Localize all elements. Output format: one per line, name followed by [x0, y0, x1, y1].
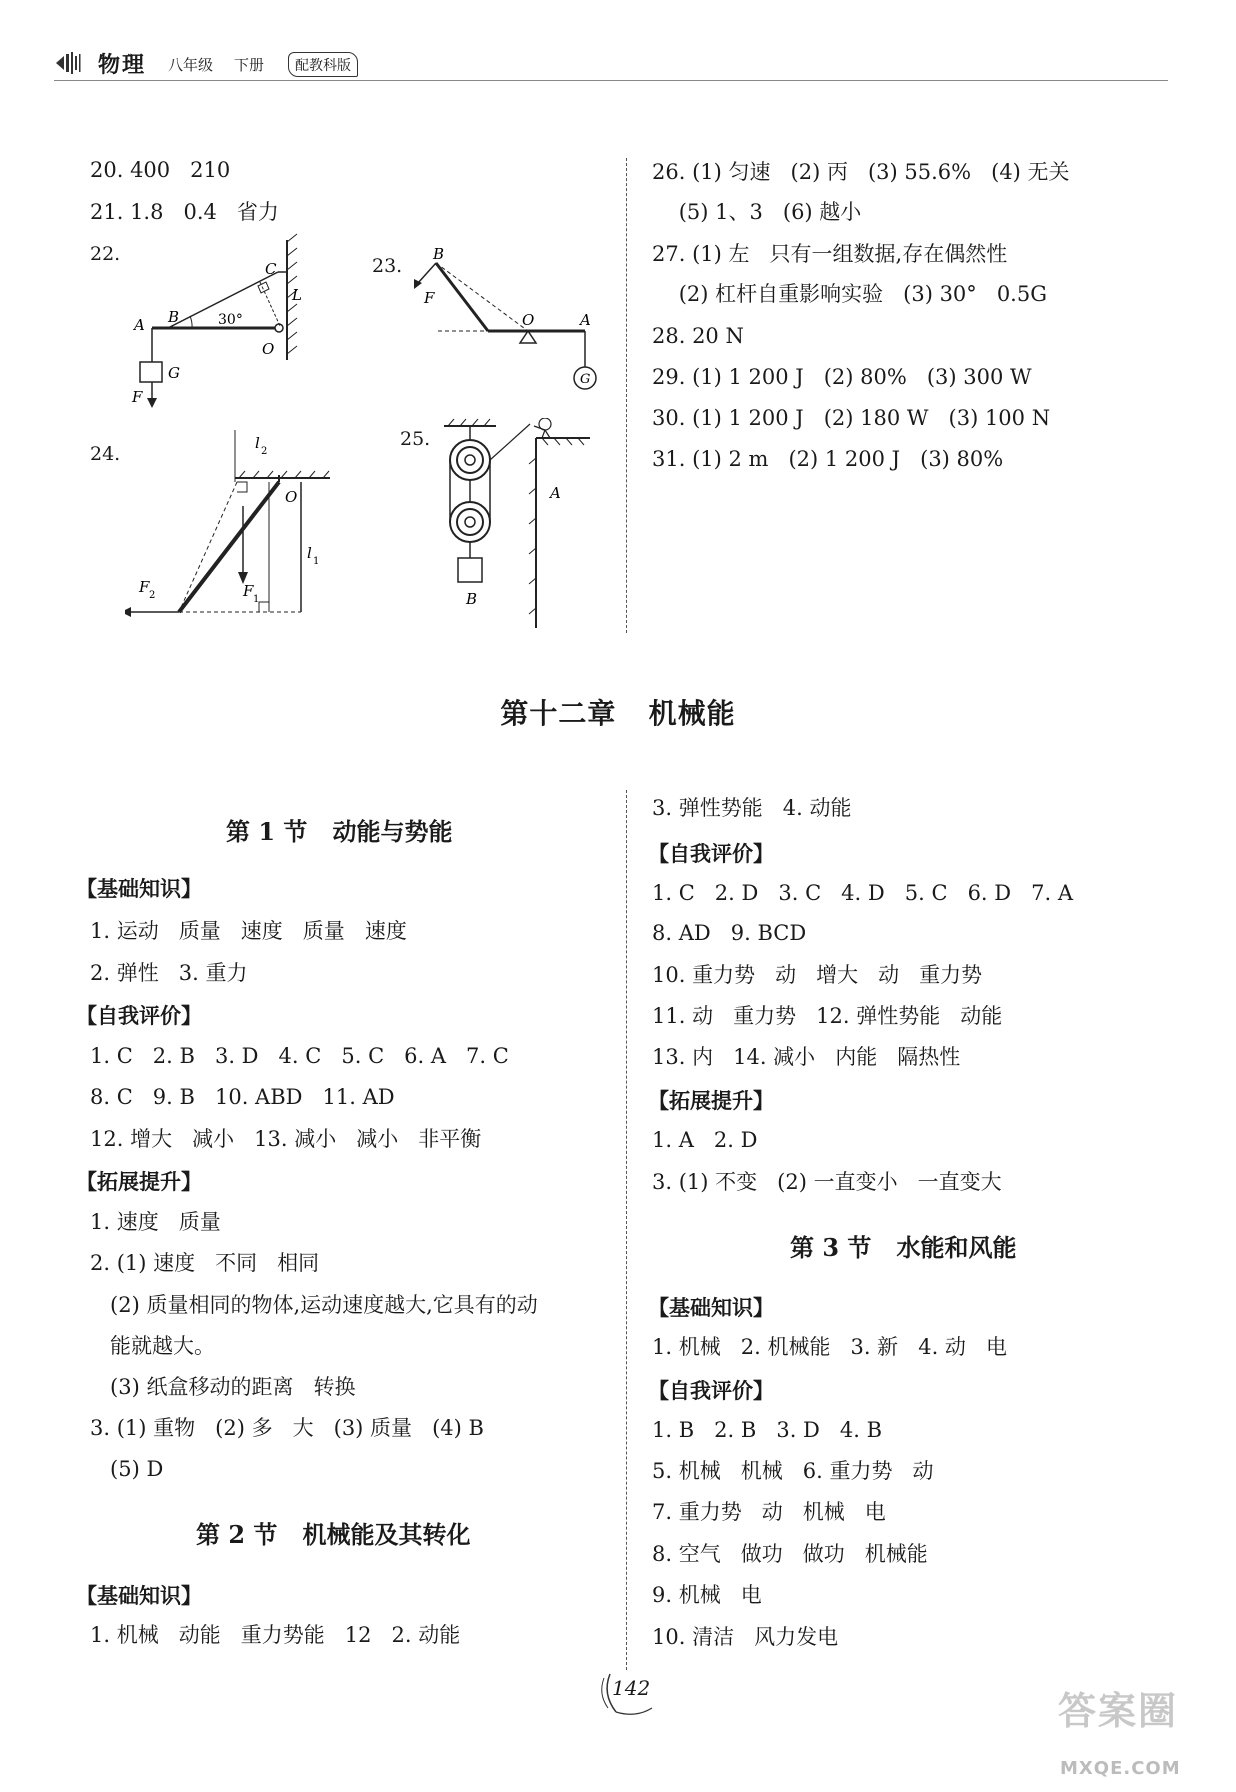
- answer-line: 8. AD 9. BCD: [652, 921, 807, 945]
- answer-line: (3) 纸盒移动的距离 转换: [90, 1375, 356, 1399]
- answer-25-label: 25.: [400, 428, 431, 450]
- label-extension: 【拓展提升】: [648, 1088, 774, 1113]
- f22-label-g: G: [168, 364, 180, 382]
- label-basic-knowledge: 【基础知识】: [76, 876, 202, 901]
- answer-line: 31. (1) 2 m (2) 1 200 J (3) 80%: [652, 447, 1004, 471]
- watermark-logo: 答案圈: [1058, 1689, 1179, 1733]
- header: [0, 0, 1236, 90]
- answer-line: 1. B 2. B 3. D 4. B: [652, 1418, 883, 1442]
- header-subject: 物理: [98, 52, 147, 78]
- f24-label-l2-sub: 2: [261, 446, 268, 457]
- answer-line: 13. 内 14. 减小 内能 隔热性: [652, 1045, 961, 1069]
- answer-line: 11. 动 重力势 12. 弹性势能 动能: [652, 1004, 1003, 1028]
- f23-label-f: F: [424, 289, 435, 307]
- answer-line: 26. (1) 匀速 (2) 丙 (3) 55.6% (4) 无关: [652, 160, 1070, 184]
- answer-23-label: 23.: [372, 255, 403, 277]
- f23-label-b: B: [433, 245, 445, 263]
- answer-line: 10. 重力势 动 增大 动 重力势: [652, 963, 983, 987]
- answer-line: (2) 质量相同的物体,运动速度越大,它具有的动: [90, 1293, 538, 1317]
- page-number: 142: [612, 1676, 651, 1700]
- watermark-url: MXQE.COM: [1060, 1758, 1181, 1779]
- top-right-answers: [652, 157, 1070, 485]
- answer-line: (5) D: [90, 1457, 164, 1481]
- f24-label-l2: l: [255, 434, 260, 452]
- answer-line: 10. 清洁 风力发电: [652, 1625, 839, 1649]
- f22-label-c: C: [265, 260, 277, 278]
- answer-line: 9. 机械 电: [652, 1583, 762, 1607]
- answer-line: 28. 20 N: [652, 324, 744, 348]
- f22-label-o: O: [262, 340, 275, 358]
- answer-line: 1. C 2. D 3. C 4. D 5. C 6. D 7. A: [652, 881, 1074, 905]
- f23-label-o: O: [522, 311, 535, 329]
- f23-label-g: G: [580, 372, 591, 387]
- answer-line: 29. (1) 1 200 J (2) 80% (3) 300 W: [652, 365, 1032, 389]
- label-extension: 【拓展提升】: [76, 1169, 202, 1194]
- label-self-evaluation: 【自我评价】: [648, 1378, 774, 1403]
- answer-24-label: 24.: [90, 443, 121, 465]
- figure-22-lever-diagram: [130, 230, 310, 410]
- f24-label-f2: F: [139, 578, 150, 596]
- answer-line: 8. C 9. B 10. ABD 11. AD: [90, 1085, 395, 1109]
- answer-line: 3. (1) 不变 (2) 一直变小 一直变大: [652, 1170, 1002, 1194]
- answer-21: 21. 1.8 0.4 省力: [90, 200, 279, 224]
- f24-label-o: O: [285, 488, 298, 506]
- answer-22-label: 22.: [90, 243, 121, 265]
- f24-label-l1: l: [307, 544, 312, 562]
- f24-label-f1-sub: 1: [253, 594, 260, 605]
- answer-20: 20. 400 210: [90, 158, 231, 182]
- figure-24-lever-diagram: [125, 430, 335, 630]
- answer-line: 1. 机械 动能 重力势能 12 2. 动能: [90, 1623, 461, 1647]
- answer-line: 27. (1) 左 只有一组数据,存在偶然性: [652, 242, 1008, 266]
- column-divider-bottom: [626, 790, 627, 1670]
- answer-line: 1. 运动 质量 速度 质量 速度: [90, 919, 407, 943]
- answer-line: 能就越大。: [90, 1334, 216, 1358]
- answer-line: 1. 机械 2. 机械能 3. 新 4. 动 电: [652, 1335, 1007, 1359]
- answer-line: 1. 速度 质量: [90, 1210, 221, 1234]
- f24-label-f2-sub: 2: [149, 590, 156, 601]
- answer-line: 1. A 2. D: [652, 1128, 758, 1152]
- f25-label-b: B: [466, 590, 478, 608]
- answer-line: 30. (1) 1 200 J (2) 180 W (3) 100 N: [652, 406, 1051, 430]
- figure-25-pulley-diagram: [430, 418, 610, 638]
- label-basic-knowledge: 【基础知识】: [76, 1583, 202, 1608]
- section-2-title: 第 2 节 机械能及其转化: [196, 1520, 471, 1549]
- section-1-title: 第 1 节 动能与势能: [226, 817, 453, 846]
- f22-label-a: A: [134, 316, 145, 334]
- answer-line: 12. 增大 减小 13. 减小 减小 非平衡: [90, 1127, 482, 1151]
- f22-label-l: L: [292, 286, 302, 304]
- header-grade: 八年级: [168, 56, 214, 74]
- answer-line: 5. 机械 机械 6. 重力势 动: [652, 1459, 934, 1483]
- label-self-evaluation: 【自我评价】: [76, 1003, 202, 1028]
- answer-line: 2. (1) 速度 不同 相同: [90, 1251, 320, 1275]
- header-edition-badge: 配教科版: [288, 52, 358, 77]
- chapter-title: 第十二章 机械能: [500, 697, 736, 730]
- f22-label-f: F: [132, 388, 143, 406]
- answer-line: 7. 重力势 动 机械 电: [652, 1500, 886, 1524]
- answer-line: (5) 1、3 (6) 越小: [652, 200, 862, 224]
- header-volume: 下册: [234, 56, 265, 74]
- answer-line: (2) 杠杆自重影响实验 (3) 30° 0.5G: [652, 282, 1047, 306]
- f22-label-b: B: [168, 308, 180, 326]
- f25-label-a: A: [550, 484, 561, 502]
- answer-line: 2. 弹性 3. 重力: [90, 961, 248, 985]
- f23-label-a: A: [580, 311, 591, 329]
- header-ornament-icon: [54, 50, 90, 76]
- answer-line: 1. C 2. B 3. D 4. C 5. C 6. A 7. C: [90, 1044, 509, 1068]
- answer-line: 8. 空气 做功 做功 机械能: [652, 1542, 928, 1566]
- figure-23-lever-diagram: [400, 245, 610, 405]
- section-3-title: 第 3 节 水能和风能: [790, 1233, 1017, 1262]
- label-basic-knowledge: 【基础知识】: [648, 1295, 774, 1320]
- answer-line: 3. 弹性势能 4. 动能: [652, 796, 852, 820]
- label-self-evaluation: 【自我评价】: [648, 841, 774, 866]
- answer-line: 3. (1) 重物 (2) 多 大 (3) 质量 (4) B: [90, 1416, 484, 1440]
- f22-label-angle: 30°: [218, 312, 243, 328]
- header-rule: [54, 80, 1168, 81]
- column-divider-top: [626, 158, 627, 633]
- f24-label-f1: F: [243, 582, 254, 600]
- f24-label-l1-sub: 1: [313, 556, 320, 567]
